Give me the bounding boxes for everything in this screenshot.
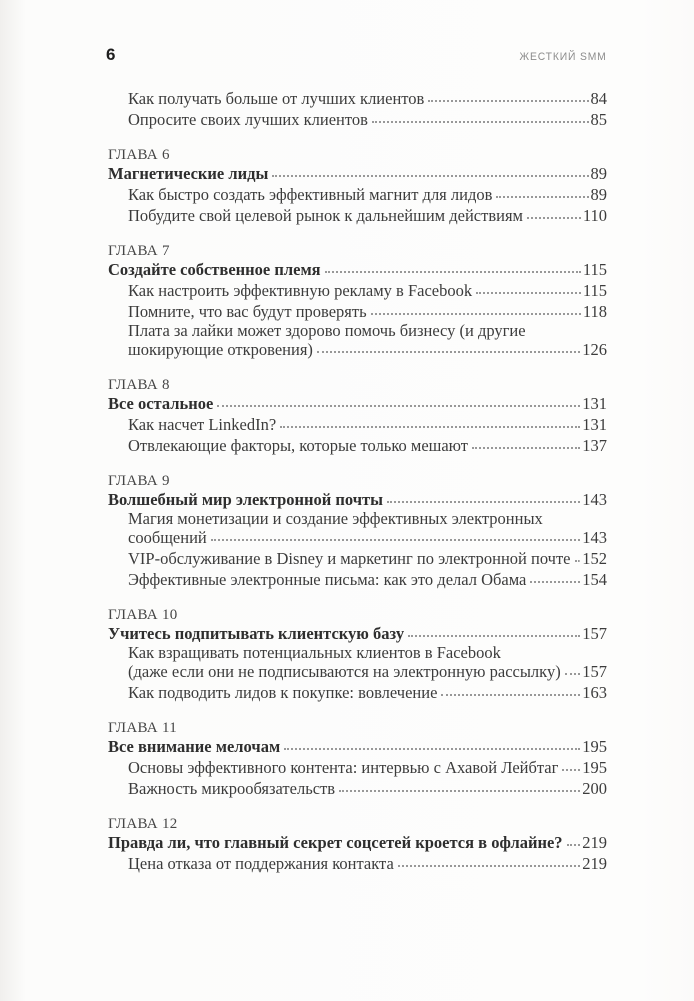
toc-entry-pagenum: 195 xyxy=(582,758,607,777)
toc-chapter xyxy=(108,147,607,226)
toc-entry xyxy=(128,548,607,569)
toc-entry xyxy=(128,569,607,590)
toc-entry-pagenum: 118 xyxy=(582,302,607,321)
chapter-label: ГЛАВА 9 xyxy=(108,473,170,489)
toc-chapter xyxy=(108,607,607,703)
chapter-title-pagenum: 157 xyxy=(582,624,607,643)
toc-entry-text: шокирующие откровения) xyxy=(128,340,313,359)
toc-entry-pagenum: 143 xyxy=(582,528,607,547)
toc-entry-row xyxy=(128,280,607,301)
toc-entry-text: Важность микрообязательств xyxy=(128,779,336,798)
dot-leader xyxy=(472,447,580,449)
chapter-title-row xyxy=(108,490,607,510)
toc-entry xyxy=(128,88,607,109)
chapter-label: ГЛАВА 7 xyxy=(108,243,170,259)
toc-entry-pagenum: 163 xyxy=(582,683,607,702)
toc-entry-row xyxy=(128,778,607,799)
dot-leader xyxy=(372,121,589,123)
dot-leader xyxy=(398,865,580,867)
chapter-label: ГЛАВА 6 xyxy=(108,147,170,163)
chapter-title-text: Создайте собственное племя xyxy=(108,260,321,279)
page-number: 6 xyxy=(106,45,116,64)
toc-entry-pagenum: 126 xyxy=(582,340,607,359)
chapter-title-pagenum: 195 xyxy=(582,737,607,756)
dot-leader xyxy=(371,313,581,315)
dot-leader xyxy=(211,539,581,541)
toc-entry-text: Как насчет LinkedIn? xyxy=(128,415,277,434)
toc-entry-text: Помните, что вас будут проверять xyxy=(128,302,367,321)
dot-leader xyxy=(339,790,580,792)
toc-entry xyxy=(128,322,607,360)
toc-entry-row xyxy=(128,205,607,226)
toc-entry-text: Как быстро создать эффективный магнит для лидов xyxy=(128,185,493,204)
toc-entry-pagenum: 152 xyxy=(582,549,607,568)
dot-leader xyxy=(567,844,581,846)
table-of-contents xyxy=(0,88,694,874)
toc-entry xyxy=(128,853,607,874)
toc-entry-row xyxy=(128,569,607,590)
chapter-title-text: Все внимание мелочам xyxy=(108,737,281,756)
dot-leader xyxy=(280,426,580,428)
toc-entry-line: Магия монетизации и создание эффективных электронных xyxy=(128,509,543,528)
chapter-label: ГЛАВА 12 xyxy=(108,816,178,832)
dot-leader xyxy=(408,635,580,637)
toc-entry-text: сообщений xyxy=(128,528,207,547)
toc-entry-pagenum: 110 xyxy=(582,206,607,225)
toc-entry-pagenum: 131 xyxy=(582,415,607,434)
toc-chapter xyxy=(108,243,607,360)
dot-leader xyxy=(530,581,580,583)
chapter-title-text: Все остальное xyxy=(108,394,214,413)
dot-leader xyxy=(527,217,581,219)
dot-leader xyxy=(217,405,580,407)
toc-entry-text: Как получать больше от лучших клиентов xyxy=(128,89,425,108)
chapter-title-row xyxy=(108,260,607,280)
toc-chapter xyxy=(108,377,607,456)
toc-entry-text: Основы эффективного контента: интервью с Ахавой Лейбтаг xyxy=(128,758,559,777)
dot-leader xyxy=(575,560,581,562)
toc-entry-text: Отвлекающие факторы, которые только мешают xyxy=(128,436,468,455)
toc-entry-row xyxy=(128,435,607,456)
toc-entry-line: Плата за лайки может здорово помочь бизнесу (и другие xyxy=(128,321,526,340)
chapter-title-row xyxy=(108,164,607,184)
toc-chapter xyxy=(108,473,607,590)
toc-entry-line: Как взращивать потенциальных клиентов в Facebook xyxy=(128,643,501,662)
chapter-title-row xyxy=(108,394,607,414)
toc-entry xyxy=(128,414,607,435)
toc-entry xyxy=(128,184,607,205)
toc-entry-pagenum: 137 xyxy=(582,436,607,455)
toc-entry-text: Цена отказа от поддержания контакта xyxy=(128,854,394,873)
toc-entry-text: Как подводить лидов к покупке: вовлечение xyxy=(128,683,438,702)
toc-entry-pagenum: 200 xyxy=(582,779,607,798)
toc-entry-row xyxy=(128,414,607,435)
toc-entry-pagenum: 157 xyxy=(582,662,607,681)
toc-entry-pagenum: 84 xyxy=(590,89,607,108)
dot-leader xyxy=(496,196,588,198)
toc-entry xyxy=(128,778,607,799)
toc-entry-row xyxy=(128,88,607,109)
toc-entry-row xyxy=(128,301,607,322)
dot-leader xyxy=(562,769,580,771)
toc-entry-row xyxy=(128,548,607,569)
toc-entry-row xyxy=(128,682,607,703)
toc-entry xyxy=(128,205,607,226)
dot-leader xyxy=(317,351,580,353)
toc-chapter xyxy=(108,816,607,874)
chapter-title-pagenum: 115 xyxy=(582,260,607,279)
toc-entry-row xyxy=(128,109,607,130)
toc-entry-pagenum: 154 xyxy=(582,570,607,589)
toc-entry xyxy=(128,644,607,682)
dot-leader xyxy=(476,292,581,294)
toc-entry-row xyxy=(128,661,607,682)
toc-entry xyxy=(128,301,607,322)
toc-entry-text: Эффективные электронные письма: как это делал Обама xyxy=(128,570,527,589)
chapter-label: ГЛАВА 11 xyxy=(108,720,178,736)
toc-entry-text: VIP-обслуживание в Disney и маркетинг по электронной почте xyxy=(128,549,571,568)
toc-chapter xyxy=(108,720,607,799)
chapter-title-text: Учитесь подпитывать клиентскую базу xyxy=(108,624,405,643)
toc-entry xyxy=(128,757,607,778)
chapter-label: ГЛАВА 8 xyxy=(108,377,170,393)
toc-entry-pagenum: 219 xyxy=(582,854,607,873)
chapter-title-text: Магнетические лиды xyxy=(108,164,269,183)
toc-entry-row xyxy=(128,339,607,360)
dot-leader xyxy=(441,694,580,696)
chapter-title-text: Правда ли, что главный секрет соцсетей кроется в офлайне? xyxy=(108,833,563,852)
chapter-title-pagenum: 131 xyxy=(582,394,607,413)
dot-leader xyxy=(428,100,588,102)
toc-entry xyxy=(128,510,607,548)
chapter-title-text: Волшебный мир электронной почты xyxy=(108,490,384,509)
toc-entry xyxy=(128,682,607,703)
chapter-title-pagenum: 89 xyxy=(590,164,607,183)
toc-entry-pagenum: 85 xyxy=(590,110,607,129)
toc-entry-pagenum: 89 xyxy=(590,185,607,204)
toc-entry-row xyxy=(128,757,607,778)
chapter-title-row xyxy=(108,624,607,644)
chapter-title-pagenum: 143 xyxy=(582,490,607,509)
toc-entry-pagenum: 115 xyxy=(582,281,607,300)
chapter-title-pagenum: 219 xyxy=(582,833,607,852)
toc-entry xyxy=(128,435,607,456)
toc-entry-text: Как настроить эффективную рекламу в Facebook xyxy=(128,281,473,300)
chapter-title-row xyxy=(108,833,607,853)
toc-entry xyxy=(128,109,607,130)
toc-entry-text: Опросите своих лучших клиентов xyxy=(128,110,368,129)
toc-entry-text: (даже если они не подписываются на электронную рассылку) xyxy=(128,662,561,681)
chapter-title-row xyxy=(108,737,607,757)
dot-leader xyxy=(272,175,588,177)
dot-leader xyxy=(387,501,580,503)
page-header xyxy=(0,0,694,64)
toc-entry xyxy=(128,280,607,301)
toc-entry-row xyxy=(128,853,607,874)
toc-entry-row xyxy=(128,184,607,205)
chapter-label: ГЛАВА 10 xyxy=(108,607,178,623)
dot-leader xyxy=(565,673,581,675)
running-title: ЖЕСТКИЙ SMM xyxy=(519,51,607,63)
toc-entry-text: Побудите свой целевой рынок к дальнейшим действиям xyxy=(128,206,523,225)
dot-leader xyxy=(325,271,581,273)
toc-entry-row xyxy=(128,527,607,548)
dot-leader xyxy=(284,748,580,750)
